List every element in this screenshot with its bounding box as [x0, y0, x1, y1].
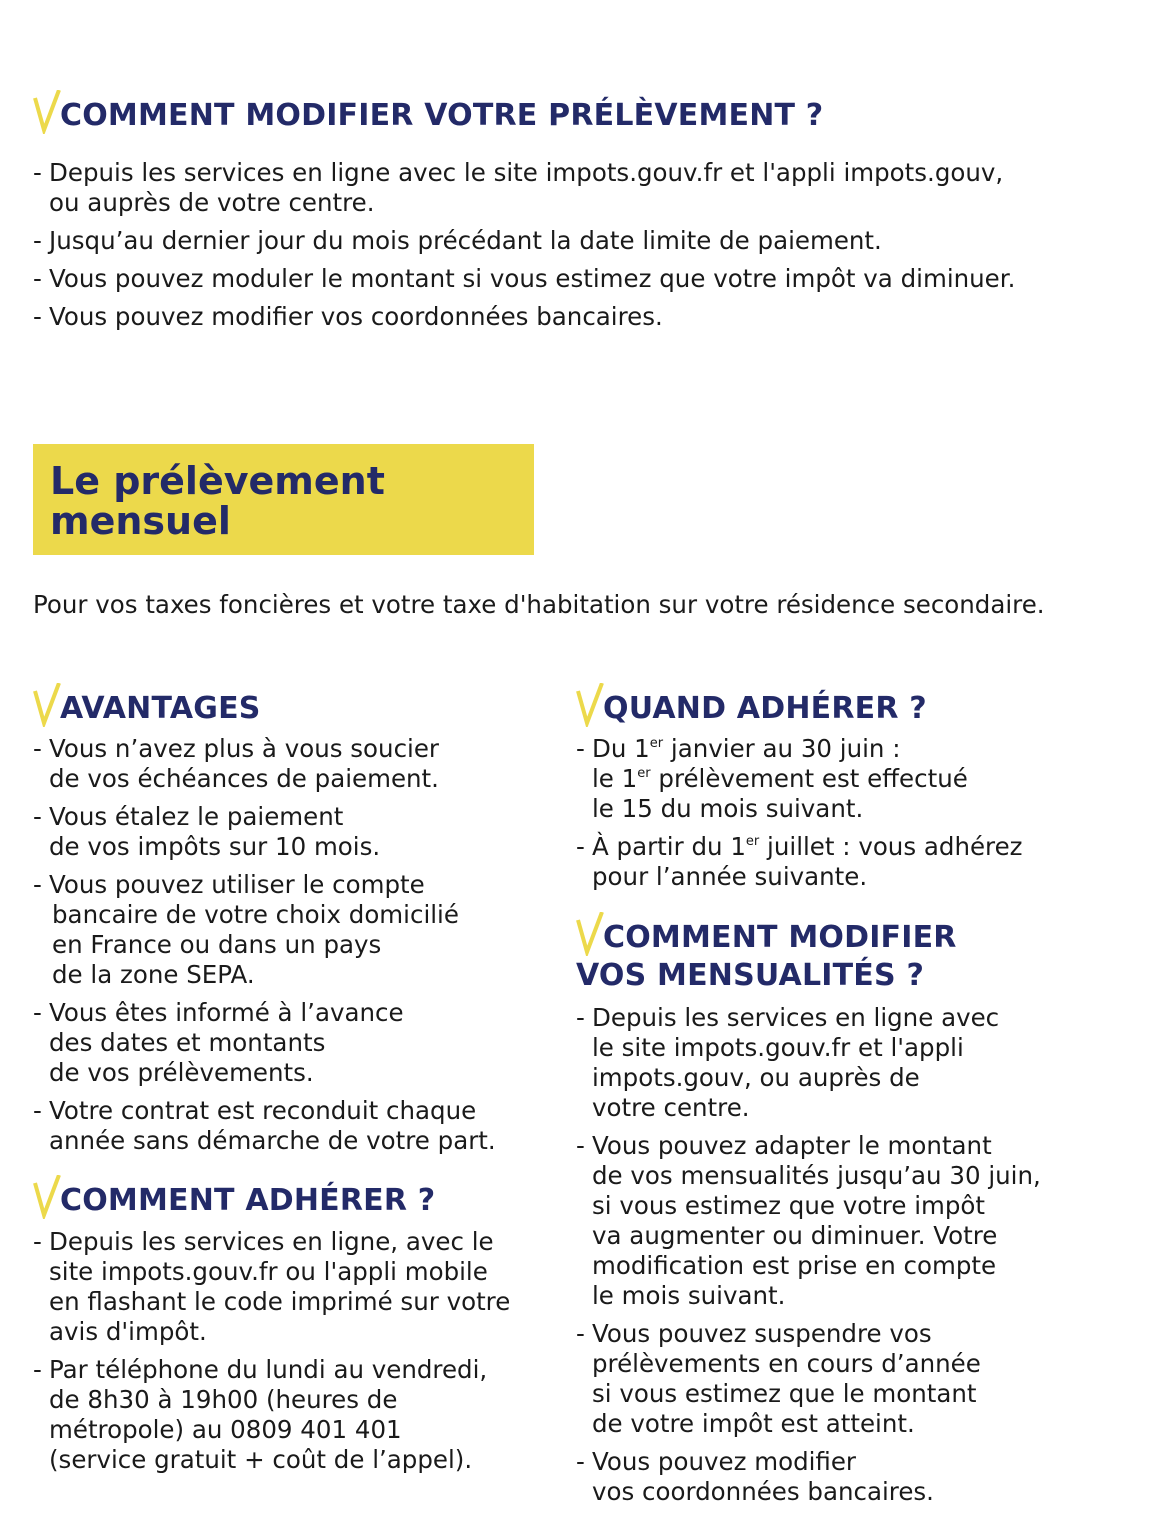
intro-text: Pour vos taxes foncières et votre taxe d'habitation sur votre résidence secondaire.: [33, 590, 1045, 619]
list-item: - Votre contrat est reconduit chaque année sans démarche de votre part.: [33, 1096, 496, 1156]
modify-monthly-list: [576, 1003, 1041, 1507]
section-banner: [33, 444, 534, 555]
checkmark-icon: [576, 920, 600, 956]
when-to-join-list: [576, 734, 1023, 892]
advantages-list: [33, 734, 496, 1156]
section-heading-when-to-join: QUAND ADHÉRER ?: [576, 691, 927, 727]
section-heading-modify-withdrawal: COMMENT MODIFIER VOTRE PRÉLÈVEMENT ?: [33, 98, 823, 134]
how-to-join-list: [33, 1227, 510, 1475]
checkmark-icon: [576, 691, 600, 727]
checkmark-icon: [33, 98, 57, 134]
list-item: - Du 1er janvier au 30 juin : le 1er prélèvement est effectué le 15 du mois suivant.: [576, 734, 1023, 824]
section-heading-how-to-join: COMMENT ADHÉRER ?: [33, 1183, 435, 1219]
list-item: - Vous pouvez modifier vos coordonnées bancaires.: [576, 1447, 1041, 1507]
checkmark-icon: [33, 1183, 57, 1219]
list-item: - Vous êtes informé à l’avance des dates et montants de vos prélèvements.: [33, 998, 496, 1088]
list-item: - Vous pouvez adapter le montant de vos mensualités jusqu’au 30 juin, si vous estimez que votre impôt va augmenter ou diminuer. Votre modification est prise en compte le mois suivant.: [576, 1131, 1041, 1311]
list-item: - Vous pouvez utiliser le compte bancaire de votre choix domicilié en France ou dans un pays de la zone SEPA.: [33, 870, 496, 990]
banner-title: Le prélèvement mensuel: [50, 459, 385, 543]
list-item: - Depuis les services en ligne avec le site impots.gouv.fr et l'appli impots.gouv, ou auprès de votre centre.: [576, 1003, 1041, 1123]
list-item: - Vous pouvez moduler le montant si vous estimez que votre impôt va diminuer.: [33, 264, 1015, 294]
list-item: - Vous n’avez plus à vous soucier de vos échéances de paiement.: [33, 734, 496, 794]
list-item: - Vous pouvez suspendre vos prélèvements en cours d’année si vous estimez que le montant de votre impôt est atteint.: [576, 1319, 1041, 1439]
list-item: - Par téléphone du lundi au vendredi, de 8h30 à 19h00 (heures de métropole) au 0809 401 401 (service gratuit + coût de l’appel).: [33, 1355, 510, 1475]
list-item: - Depuis les services en ligne avec le site impots.gouv.fr et l'appli impots.gouv, ou auprès de votre centre.: [33, 158, 1015, 218]
checkmark-icon: [33, 691, 57, 727]
modify-withdrawal-list: [33, 158, 1015, 332]
list-item: - Depuis les services en ligne, avec le site impots.gouv.fr ou l'appli mobile en flashant le code imprimé sur votre avis d'impôt.: [33, 1227, 510, 1347]
section-heading-advantages: AVANTAGES: [33, 691, 261, 727]
list-item: - Vous étalez le paiement de vos impôts sur 10 mois.: [33, 802, 496, 862]
list-item: - À partir du 1er juillet : vous adhérez pour l’année suivante.: [576, 832, 1023, 892]
list-item: - Jusqu’au dernier jour du mois précédant la date limite de paiement.: [33, 226, 1015, 256]
section-heading-modify-monthly: COMMENT MODIFIER VOS MENSUALITÉS ?: [576, 920, 957, 994]
list-item: - Vous pouvez modifier vos coordonnées bancaires.: [33, 302, 1015, 332]
